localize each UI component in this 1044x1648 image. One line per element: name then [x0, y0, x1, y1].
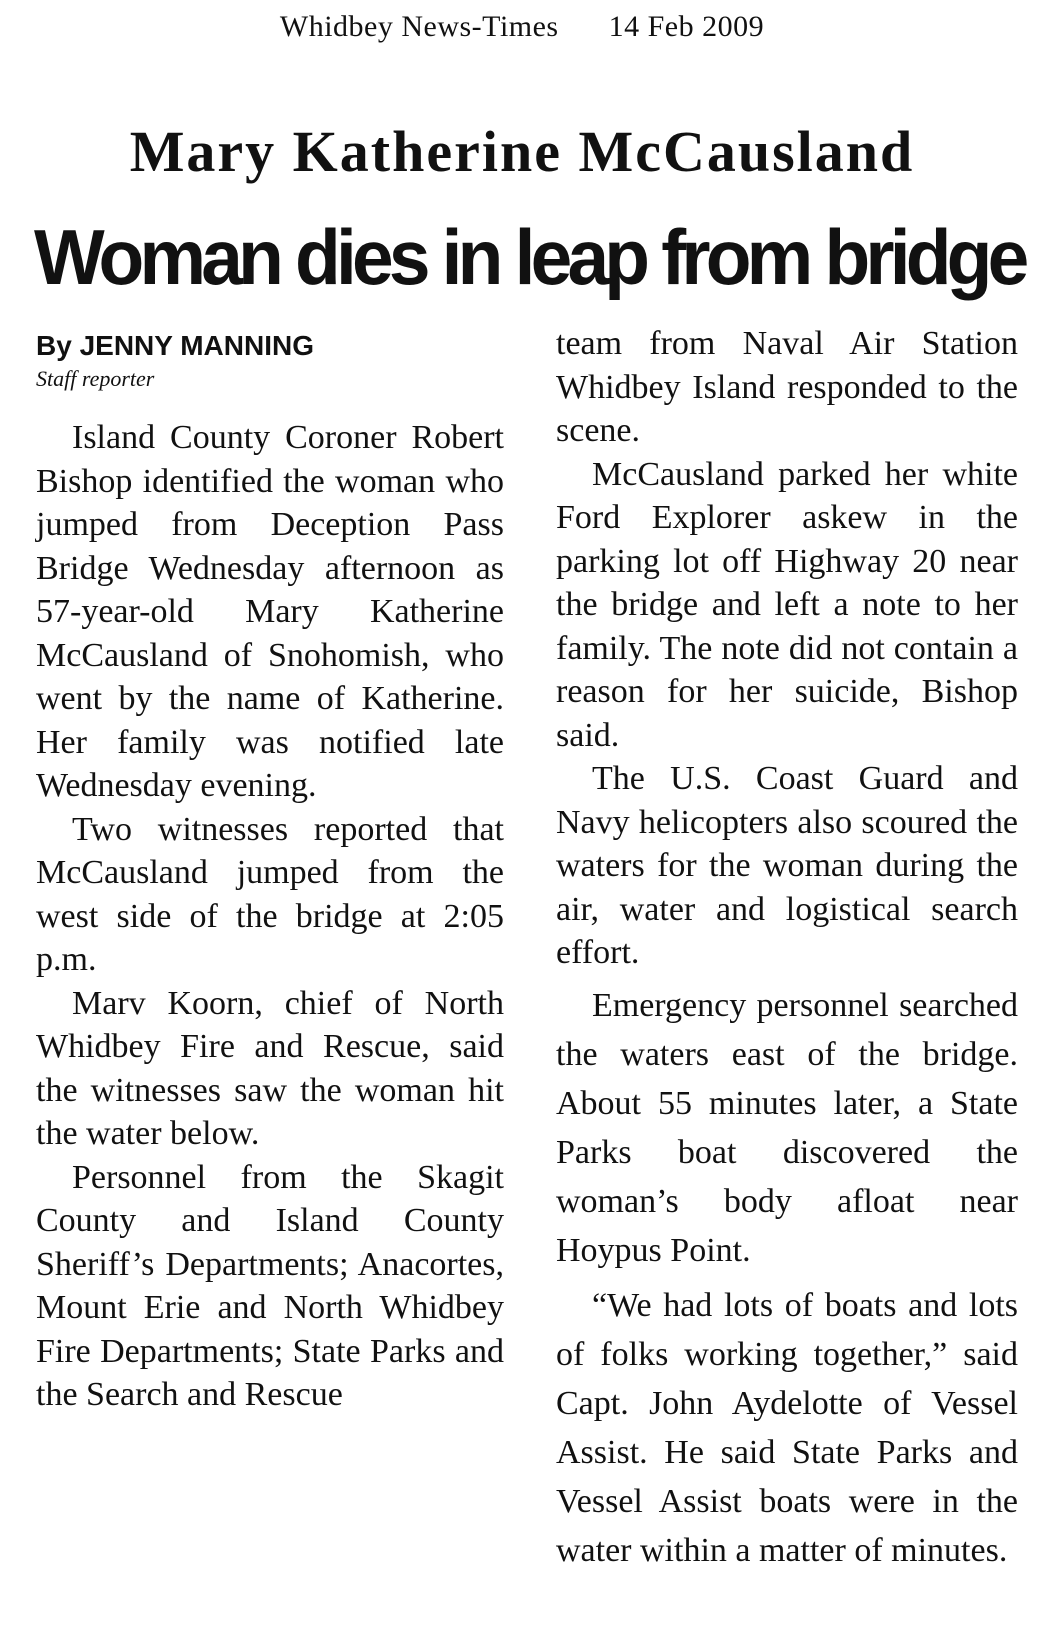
publication-date: 14 Feb 2009: [608, 10, 765, 43]
paragraph: Emergency personnel searched the waters east of the bridge. About 55 minutes later, a State Parks boat discovered the woman’s body afloat near Hoypus Point.: [556, 986, 1018, 1269]
paragraph-continuation: team from Naval Air Station Whidbey Island responded to the scene.: [556, 325, 1018, 449]
article-column-right-lower: [556, 981, 1018, 1575]
publication-name: Whidbey News-Times: [279, 10, 559, 43]
source-line: [0, 10, 1044, 44]
paragraph: McCausland parked her white Ford Explorer askew in the parking lot off Highway 20 near the bridge and left a note to her family. The note did not contain a reason for her suicide, Bishop said.: [556, 455, 1018, 754]
name-heading: Mary Katherine McCausland: [129, 119, 915, 184]
article-column-left: [36, 328, 504, 1417]
paragraph: The U.S. Coast Guard and Navy helicopters also scoured the waters for the woman during the air, water and logistical search effort.: [556, 760, 1018, 971]
paragraph: “We had lots of boats and lots of folks working together,” said Capt. John Aydelotte of Vessel Assist. He said State Parks and Vessel Assist boats were in the water within a matter of minutes.: [556, 1286, 1018, 1569]
byline: By JENNY MANNING: [36, 330, 314, 361]
byline-role: Staff reporter: [36, 366, 155, 391]
paragraph: Marv Koorn, chief of North Whidbey Fire and Rescue, said the witnesses saw the woman hit the water below.: [36, 984, 504, 1152]
headline: Woman dies in leap from bridge: [34, 213, 1025, 301]
paragraph: Island County Coroner Robert Bishop identified the woman who jumped from Deception Pass Bridge Wednesday afternoon as 57-year-old Mary Katherine McCausland of Snohomish, who went by the name of Katherine. Her family was notified late Wednesday evening.: [36, 419, 504, 804]
paragraph: Two witnesses reported that McCausland jumped from the west side of the bridge at 2:05 p.m.: [36, 810, 504, 978]
article-column-right: [556, 322, 1018, 1575]
paragraph: Personnel from the Skagit County and Island County Sheriff’s Departments; Anacortes, Mount Erie and North Whidbey Fire Departments; State Parks and the Search and Rescue: [36, 1158, 504, 1413]
